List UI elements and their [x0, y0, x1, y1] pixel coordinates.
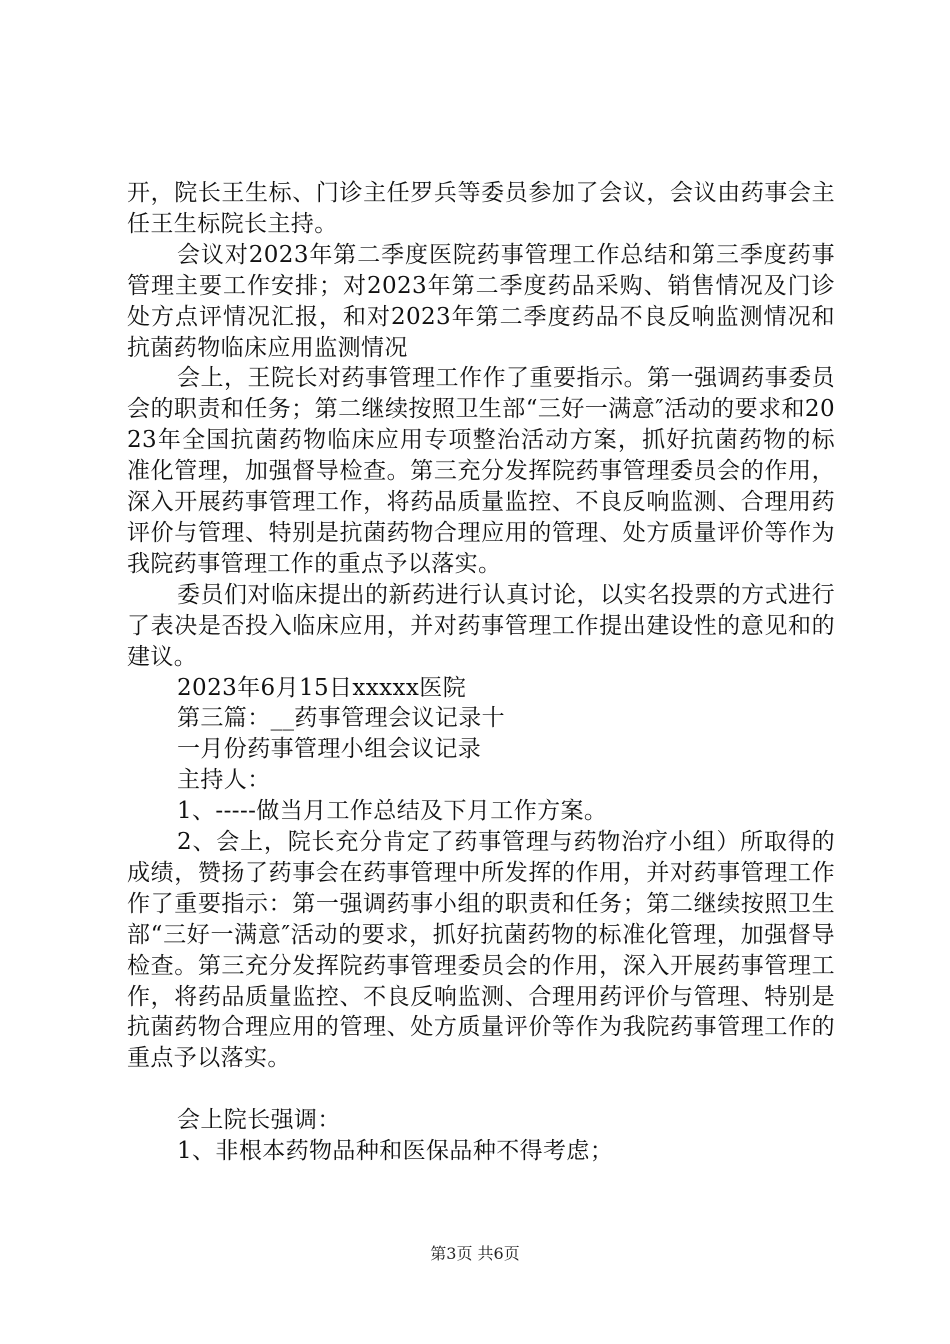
section-heading: 第三篇：__药事管理会议记录十 [177, 705, 505, 732]
paragraph-meeting-agenda: 会议对2023年第二季度医院药事管理工作总结和第三季度药事管理主要工作安排；对2023年第二季度药品采购、销售情况及门诊处方点评情况汇报，和对2023年第二季度药品不良反响监测情况和抗菌药物临床应用监测情况 [127, 241, 835, 361]
paragraph-attendees: 开，院长王生标、门诊主任罗兵等委员参加了会议，会议由药事会主任王生标院长主持。 [127, 180, 835, 237]
emphasis-item-1: 1、非根本药物品种和医保品种不得考虑； [177, 1138, 614, 1165]
paragraph-committee-vote: 委员们对临床提出的新药进行认真讨论，以实名投票的方式进行了表决是否投入临床应用，并对药事管理工作提出建设性的意见和的建议。 [127, 581, 835, 670]
paragraph-director-instructions: 会上，王院长对药事管理工作作了重要指示。第一强调药事委员会的职责和任务；第二继续按照卫生部“三好一满意″活动的要求和2023年全国抗菌药物临床应用专项整治活动方案，抓好抗菌药物的标准化管理，加强督导检查。第三充分发挥院药事管理委员会的作用，深入开展药事管理工作，将药品质量监控、不良反响监测、合理用药评价与管理、特别是抗菌药物合理应用的管理、处方质量评价等作为我院药事管理工作的重点予以落实。 [127, 365, 835, 577]
paragraph-date-signature: 2023年6月15日xxxxx医院 [177, 674, 467, 701]
agenda-item-1: 1、-----做当月工作总结及下月工作方案。 [177, 798, 608, 825]
section-subtitle: 一月份药事管理小组会议记录 [177, 736, 482, 763]
document-body [127, 178, 835, 1167]
emphasis-heading: 会上院长强调： [177, 1107, 341, 1134]
host-label: 主持人： [177, 767, 271, 794]
agenda-item-2: 2、会上，院长充分肯定了药事管理与药物治疗小组）所取得的成绩，赞扬了药事会在药事管理中所发挥的作用，并对药事管理工作作了重要指示：第一强调药事小组的职责和任务；第二继续按照卫生部“三好一满意″活动的要求，抓好抗菌药物的标准化管理，加强督导检查。第三充分发挥院药事管理委员会的作用，深入开展药事管理工作，将药品质量监控、不良反响监测、合理用药评价与管理、特别是抗菌药物合理应用的管理、处方质量评价等作为我院药事管理工作的重点予以落实。 [127, 829, 835, 1072]
page-number: 第3页 共6页 [430, 1244, 520, 1263]
